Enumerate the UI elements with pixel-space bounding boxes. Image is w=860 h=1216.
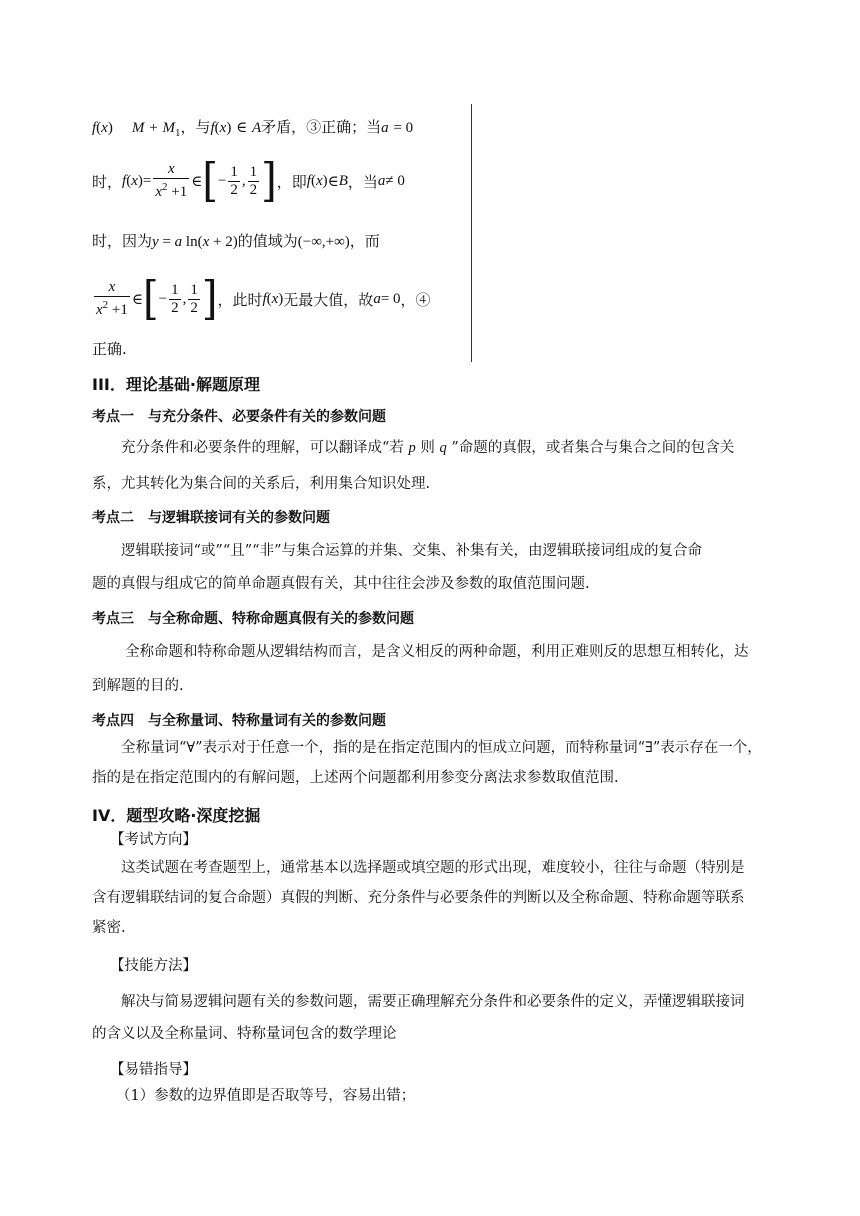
kaodian-1-title: 考点一 与充分条件、必要条件有关的参数问题: [92, 409, 386, 425]
kaodian-2-title: 考点二 与逻辑联接词有关的参数问题: [92, 510, 330, 526]
kaodian-3-title: 考点三 与全称命题、特称命题真假有关的参数问题: [92, 611, 414, 627]
kaodian-2-text-1: 逻辑联接词“或”“且”“非”与集合运算的并集、交集、补集有关，由逻辑联接词组成的复合命: [121, 543, 702, 559]
error-guide-label: 【易错指导】: [110, 1062, 197, 1078]
section-4-title: IV．题型攻略·深度挖掘: [92, 806, 261, 825]
column-line-4: $\frac{x}{x^2 +1}$ ∈ [ − $\frac{1}{2}$ , $\frac{1}{2}$ ] ，此时 f ( x ) 无最大值，故 a = 0 ，④: [96, 272, 431, 326]
exam-direction-label: 【考试方向】: [110, 832, 197, 848]
fraction-x-over-x2plus1: $\frac{x}{x^2 +1}$: [155, 161, 188, 200]
section-3-title: III．理论基础·解题原理: [92, 375, 260, 394]
exam-direction-text-3: 紧密.: [92, 920, 126, 936]
error-guide-item-1: （1）参数的边界值即是否取等号，容易出错；: [116, 1088, 416, 1104]
exam-direction-text-2: 含有逻辑联结词的复合命题）真假的判断、充分条件与必要条件的判断以及全称命题、特称命题等联系: [92, 890, 745, 906]
skill-method-text-1: 解决与简易逻辑问题有关的参数问题，需要正确理解充分条件和必要条件的定义，弄懂逻辑联接词: [121, 994, 745, 1010]
kaodian-1-text-1: 充分条件和必要条件的理解，可以翻译成“若 p 则 q ”命题的真假，或者集合与集合之间的包含关: [121, 440, 735, 456]
kaodian-3-text-1: 全称命题和特称命题从逻辑结构而言，是含义相反的两种命题，利用正难则反的思想互相转化，达: [125, 644, 749, 660]
column-line-2: 时， f ( x ) = $\frac{x}{x^2 +1}$ ∈ [ − $\frac{1}{2}$ , $\frac{1}{2}$ ] ，即 f ( x ) ∈ B ，当 a ≠ 0: [92, 154, 405, 208]
kaodian-4-text-1: 全称量词“∀”表示对于任意一个，指的是在指定范围内的恒成立问题，而特称量词“∃”表示存在一个，: [121, 740, 762, 756]
kaodian-1-text-2: 系，尤其转化为集合间的关系后，利用集合知识处理.: [92, 476, 431, 492]
kaodian-4-title: 考点四 与全称量词、特称量词有关的参数问题: [92, 713, 386, 729]
column-line-1: f(x) $M + M_1$，与f(x) ∈ A矛盾，③正确；当a = 0: [92, 118, 414, 139]
exam-direction-text-1: 这类试题在考查题型上，通常基本以选择题或填空题的形式出现，难度较小，往往与命题（特别是: [121, 860, 745, 876]
skill-method-label: 【技能方法】: [110, 958, 197, 974]
kaodian-3-text-2: 到解题的目的.: [92, 678, 184, 694]
column-line-5: 正确.: [92, 340, 127, 358]
column-line-3: 时，因为y = a ln(x + 2)的值域为(−∞,+∞)，而: [92, 232, 380, 250]
kaodian-4-text-2: 指的是在指定范围内的有解问题，上述两个问题都利用参变分离法求参数取值范围.: [92, 770, 619, 786]
kaodian-2-text-2: 题的真假与组成它的简单命题真假有关，其中往往会涉及参数的取值范围问题.: [92, 576, 590, 592]
skill-method-text-2: 的含义以及全称量词、特称量词包含的数学理论: [92, 1026, 397, 1042]
column-divider: [471, 104, 472, 362]
